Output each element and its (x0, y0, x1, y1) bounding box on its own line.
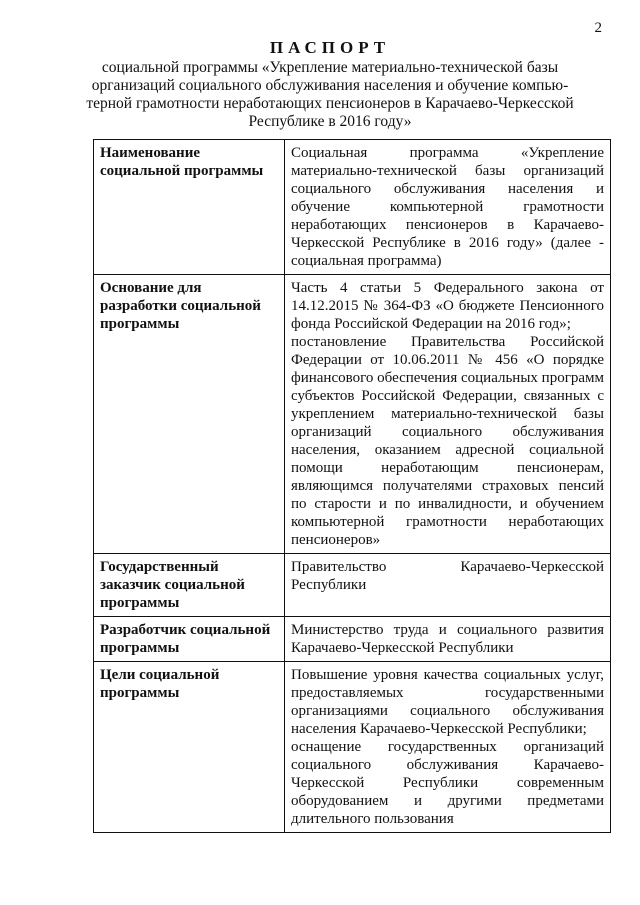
row-value-goals (285, 662, 611, 833)
table-row (94, 617, 611, 662)
value-paragraph: постановление Правительства Российской Федерации от 10.06.2011 № 456 «О порядке финансового обеспечения социальных программ субъектов Российской Федерации, связанных с укреплением материально-технической базы организаций социального обслуживания населения, оказанием адресной социальной помощи неработающим пенсионерам, являющимся получателями страховых пенсий по старости и по инвалидности, и обучением компьютерной грамотности неработающих пенсионеров» (291, 334, 604, 548)
row-label-goals: Цели социальной программы (94, 662, 285, 833)
value-paragraph: Правительство Карачаево-Черкесской Республики (291, 559, 604, 593)
value-paragraph: Министерство труда и социального развития Карачаево-Черкесской Республики (291, 622, 604, 656)
value-paragraph: Часть 4 статьи 5 Федерального закона от 14.12.2015 № 364-ФЗ «О бюджете Пенсионного фонда Российской Федерации на 2016 год»; (291, 280, 604, 332)
value-paragraph: Повышение уровня качества социальных услуг, предоставляемых государственными организациями социального обслуживания населения Карачаево-Черкесской Республики; (291, 667, 604, 737)
subtitle-line: организаций социального обслуживания населения и обучение компью- (91, 77, 569, 94)
row-label-customer: Государственный заказчик социальной программы (94, 554, 285, 617)
document-subtitle (60, 59, 600, 131)
row-label-program-name: Наименование социальной программы (94, 140, 285, 275)
table-row (94, 662, 611, 833)
row-value-customer (285, 554, 611, 617)
row-label-basis: Основание для разработки социальной программы (94, 275, 285, 554)
page-number: 2 (594, 20, 602, 36)
row-value-basis (285, 275, 611, 554)
row-label-developer: Разработчик социальной программы (94, 617, 285, 662)
subtitle-line: социальной программы «Укрепление материально-технической базы (101, 59, 559, 76)
table-row (94, 275, 611, 554)
subtitle-line: Республике в 2016 году» (248, 113, 412, 130)
row-value-program-name (285, 140, 611, 275)
table-row (94, 554, 611, 617)
passport-table (93, 139, 611, 833)
value-paragraph: оснащение государственных организаций социального обслуживания Карачаево-Черкесской Республики современным оборудованием и другими предметами длительного пользования (291, 739, 604, 827)
table-row (94, 140, 611, 275)
value-paragraph: Социальная программа «Укрепление материально-технической базы организаций социального обслуживания населения и обучение компьютерной грамотности неработающих пенсионеров в Карачаево-Черкесской Республике в 2016 году» (далее - социальная программа) (291, 145, 604, 269)
document-title: ПАСПОРТ (269, 38, 391, 57)
row-value-developer (285, 617, 611, 662)
subtitle-line: терной грамотности неработающих пенсионеров в Карачаево-Черкесской (86, 95, 574, 112)
document-header (60, 38, 600, 131)
